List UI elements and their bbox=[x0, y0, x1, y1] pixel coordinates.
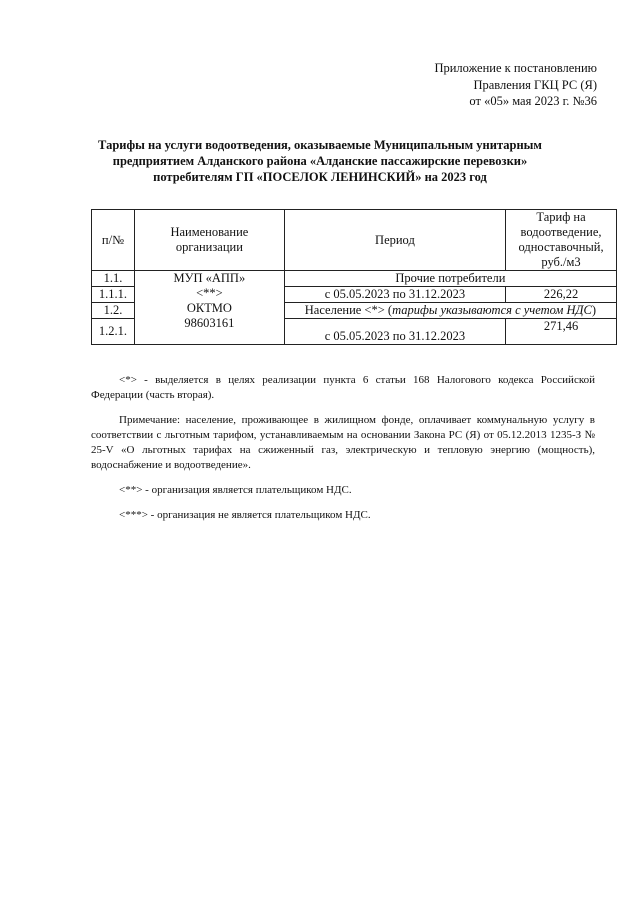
row-num: 1.2. bbox=[92, 303, 135, 319]
appendix-header bbox=[297, 60, 597, 110]
appendix-line-3: от «05» мая 2023 г. №36 bbox=[469, 94, 597, 108]
title-line-2: предприятием Алданского района «Алданские пассажирские перевозки» bbox=[112, 154, 528, 168]
row-num: 1.2.1. bbox=[92, 319, 135, 345]
tariff-table bbox=[91, 209, 617, 345]
header-num: п/№ bbox=[92, 210, 135, 271]
note-vat-footnote: <*> - выделяется в целях реализации пункта 6 статьи 168 Налогового кодекса Российской Федерации (часть вторая). bbox=[91, 374, 595, 401]
header-tariff: Тариф на водоотведение, одноставочный, руб./м3 bbox=[506, 210, 617, 271]
group-population-note: тарифы указываются с учетом НДС bbox=[392, 303, 592, 317]
header-org: Наименование организации bbox=[134, 210, 284, 271]
title-line-1: Тарифы на услуги водоотведения, оказываемые Муниципальным унитарным bbox=[98, 138, 542, 152]
row-tariff-value: 226,22 bbox=[506, 287, 617, 303]
notes-section bbox=[91, 373, 595, 533]
org-oktmo-code: 98603161 bbox=[184, 316, 235, 330]
header-period: Период bbox=[284, 210, 505, 271]
table-row bbox=[92, 271, 617, 287]
group-population-suffix: ) bbox=[591, 303, 597, 317]
row-num: 1.1. bbox=[92, 271, 135, 287]
row-tariff-value: 271,46 bbox=[506, 319, 617, 345]
title-line-3: потребителям ГП «ПОСЕЛОК ЛЕНИНСКИЙ» на 2023 год bbox=[153, 170, 487, 184]
group-population-prefix: Население <*> ( bbox=[304, 303, 393, 317]
note-remark: Примечание: население, проживающее в жилищном фонде, оплачивает коммунальную услугу в соответствии с льготным тарифом, устанавливаемым на основании Закона РС (Я) от 05.12.2013 1235-З № 25-V «О льготных тарифах на сжиженный газ, электрическую и тепловую энергию (мощность), водоснабжение и водоотведение». bbox=[91, 414, 595, 471]
org-vat-mark: <**> bbox=[196, 286, 223, 300]
row-num: 1.1.1. bbox=[92, 287, 135, 303]
note-vat-payer: <**> - организация является плательщиком НДС. bbox=[119, 484, 352, 496]
note-non-vat-payer: <***> - организация не является плательщиком НДС. bbox=[119, 509, 371, 521]
group-other-consumers: Прочие потребители bbox=[284, 271, 616, 287]
appendix-line-1: Приложение к постановлению bbox=[434, 61, 597, 75]
org-name: МУП «АПП» bbox=[173, 271, 246, 285]
table-header-row bbox=[92, 210, 617, 271]
org-cell bbox=[134, 271, 284, 345]
appendix-line-2: Правления ГКЦ РС (Я) bbox=[473, 77, 597, 92]
group-population bbox=[284, 303, 616, 319]
row-period: с 05.05.2023 по 31.12.2023 bbox=[284, 287, 505, 303]
document-title bbox=[90, 137, 550, 185]
row-period: с 05.05.2023 по 31.12.2023 bbox=[284, 319, 505, 345]
org-oktmo-label: ОКТМО bbox=[186, 301, 232, 315]
